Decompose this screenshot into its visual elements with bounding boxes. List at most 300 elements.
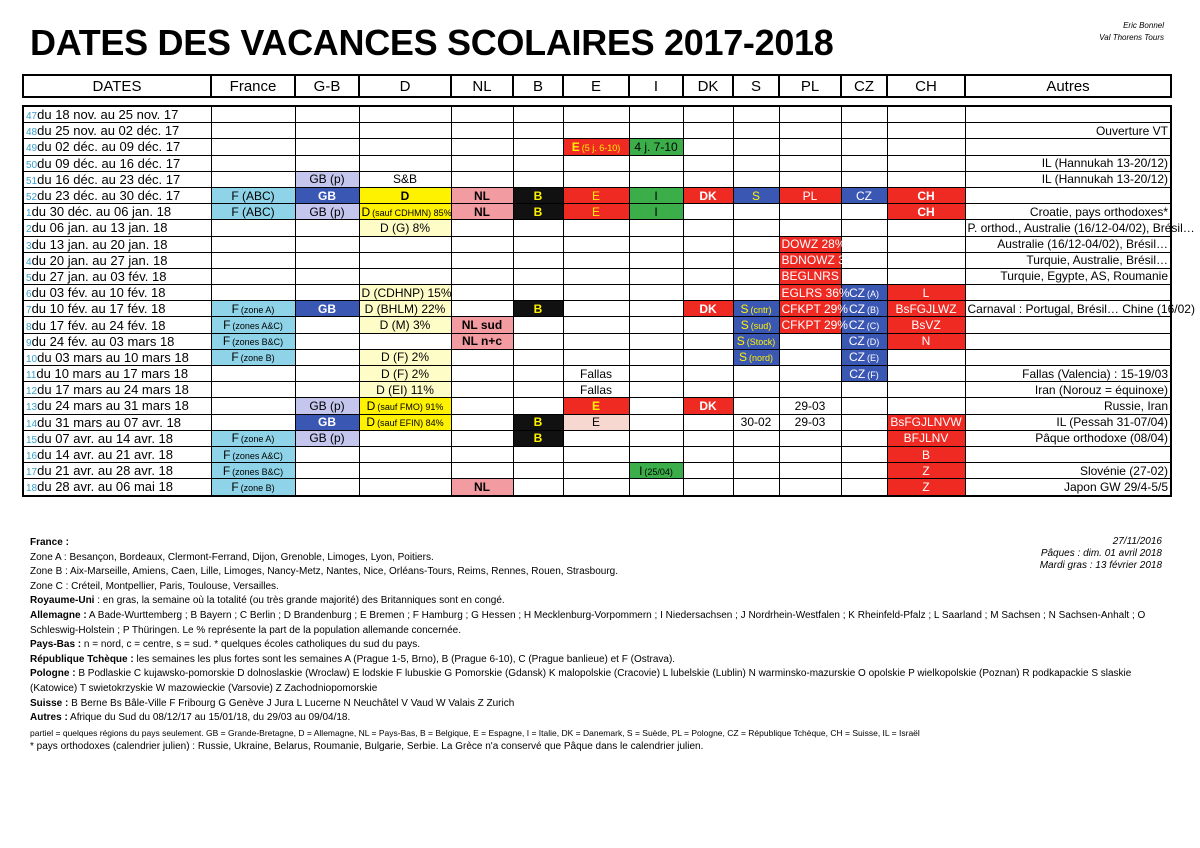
table-row (23, 333, 1171, 349)
week-number: 14 (26, 418, 38, 430)
spain-cell (563, 236, 629, 252)
france-cell (211, 171, 295, 187)
col-header: DATES (23, 75, 211, 97)
sweden-cell (733, 446, 779, 462)
switzerland-cell (887, 139, 965, 155)
others-cell (965, 463, 1171, 479)
others-cell (965, 430, 1171, 446)
others-value: Turquie, Australie, Brésil… (1026, 253, 1168, 268)
germany-cell (359, 171, 451, 187)
italy-cell (629, 204, 683, 220)
italy-value: I (654, 204, 658, 219)
switzerland-cell (887, 382, 965, 398)
poland-cell (779, 139, 841, 155)
others-value: IL (Hannukah 13-20/12) (1041, 172, 1168, 187)
france-cell (211, 463, 295, 479)
poland-cell (779, 479, 841, 496)
others-cell (965, 106, 1171, 123)
poland-cell (779, 285, 850, 301)
others-cell (965, 446, 1171, 462)
czech-cell (841, 317, 887, 333)
spain-value: E (591, 204, 600, 219)
poland-cell (779, 349, 841, 365)
col-header: CH (887, 75, 965, 97)
italy-cell (629, 382, 683, 398)
week-number: 3 (26, 240, 32, 252)
poland-value: CFKPT 29% (781, 301, 848, 316)
date-range: du 17 mars au 24 mars 18 (37, 382, 189, 398)
gb-cell (295, 317, 359, 333)
spain-value: E (591, 415, 600, 430)
note-nl-text: n = nord, c = centre, s = sud. * quelques écoles catholiques du sud du pays. (81, 639, 420, 651)
col-header: S (733, 75, 779, 97)
denmark-cell (683, 268, 733, 284)
note-others (30, 711, 1170, 726)
france-detail: (zones A&C) (232, 450, 283, 461)
poland-cell (779, 220, 841, 236)
czech-cell (841, 349, 887, 365)
table-row (23, 301, 1171, 317)
netherlands-value: NL (474, 204, 490, 219)
others-value: IL (Pessah 31-07/04) (1056, 415, 1168, 430)
germany-cell (359, 268, 451, 284)
spain-value: Fallas (579, 382, 612, 397)
sweden-value: S (738, 350, 747, 365)
czech-value: CZ (849, 301, 865, 316)
germany-cell (359, 479, 451, 496)
switzerland-value: BsFGJLNVW (890, 415, 962, 430)
france-cell (211, 349, 295, 365)
france-detail: (zone B) (240, 353, 275, 364)
france-cell (211, 106, 295, 123)
table-row (23, 171, 1171, 187)
germany-value: D (F) 2% (381, 366, 429, 381)
date-range: du 30 déc. au 06 jan. 18 (31, 204, 172, 220)
belgium-cell (513, 187, 563, 203)
table-row (23, 398, 1171, 414)
week-number: 15 (26, 434, 38, 446)
sweden-cell (733, 285, 779, 301)
netherlands-cell (451, 155, 513, 171)
spain-cell (563, 204, 629, 220)
others-cell (965, 414, 1171, 430)
belgium-cell (513, 123, 563, 139)
switzerland-cell (887, 333, 965, 349)
switzerland-value: Z (922, 479, 930, 494)
col-header: G-B (295, 75, 359, 97)
gb-cell (295, 430, 359, 446)
sweden-cell (733, 187, 779, 203)
gb-cell (295, 398, 359, 414)
week-number: 18 (26, 483, 38, 495)
date-range: du 07 avr. au 14 avr. 18 (37, 430, 174, 446)
gb-cell (295, 268, 359, 284)
gb-cell (295, 366, 359, 382)
poland-cell (779, 268, 867, 284)
others-cell (965, 220, 1195, 236)
spain-cell (563, 123, 629, 139)
poland-cell (779, 171, 841, 187)
czech-cell (841, 187, 887, 203)
date-range: du 17 fév. au 24 fév. 18 (31, 317, 166, 333)
italy-cell (629, 252, 683, 268)
date-cell (23, 301, 211, 317)
note-uk-label: Royaume-Uni (30, 595, 95, 607)
others-value: P. orthod., Australie (16/12-04/02), Brésil… (967, 220, 1195, 235)
france-cell (211, 446, 295, 462)
others-cell (965, 479, 1171, 496)
date-cell (23, 268, 211, 284)
note-poland (30, 667, 1170, 696)
belgium-cell (513, 106, 563, 123)
denmark-cell (683, 123, 733, 139)
czech-detail: (D) (866, 337, 880, 348)
czech-cell (841, 366, 887, 382)
netherlands-cell (451, 123, 513, 139)
netherlands-cell (451, 285, 513, 301)
date-cell (23, 479, 211, 496)
france-value: F (231, 350, 239, 365)
week-number: 1 (26, 208, 32, 220)
poland-value: CFKPT 29% (781, 318, 848, 333)
holiday-table (22, 105, 1195, 497)
table-row (23, 155, 1171, 171)
netherlands-cell (451, 139, 513, 155)
spain-cell (563, 106, 629, 123)
table-row (23, 236, 1171, 252)
switzerland-value: BsVZ (911, 318, 941, 333)
col-header: I (629, 75, 683, 97)
france-value: F (ABC) (231, 204, 275, 219)
netherlands-cell (451, 463, 513, 479)
netherlands-cell (451, 382, 513, 398)
italy-cell (629, 349, 683, 365)
note-czech (30, 653, 1170, 668)
gb-cell (295, 204, 359, 220)
date-range: du 24 fév. au 03 mars 18 (31, 333, 175, 349)
date-cell (23, 155, 211, 171)
col-header: France (211, 75, 295, 97)
netherlands-cell (451, 398, 513, 414)
col-header: DK (683, 75, 733, 97)
czech-cell (841, 414, 887, 430)
sweden-cell (733, 106, 779, 123)
spain-cell (563, 171, 629, 187)
week-number: 8 (26, 321, 32, 333)
france-value: F (223, 318, 231, 333)
date-range: du 10 fév. au 17 fév. 18 (31, 301, 166, 317)
gb-value: GB (p) (309, 398, 345, 413)
germany-cell (359, 187, 451, 203)
gb-value: GB (p) (309, 431, 345, 446)
poland-cell (779, 123, 841, 139)
denmark-cell (683, 333, 733, 349)
table-row (23, 463, 1171, 479)
date-range: du 03 mars au 10 mars 18 (37, 349, 189, 365)
netherlands-cell (451, 252, 513, 268)
table-row (23, 479, 1171, 496)
others-cell (965, 155, 1171, 171)
poland-value: 29-03 (794, 415, 826, 430)
note-cz-label: République Tchèque : (30, 653, 134, 665)
table-row (23, 139, 1171, 155)
table-row (23, 252, 1171, 268)
date-cell (23, 123, 211, 139)
note-zone-a: Zone A : Besançon, Bordeaux, Clermont-Ferrand, Dijon, Grenoble, Limoges, Lyon, Poitiers. (30, 551, 434, 563)
date-range: du 13 jan. au 20 jan. 18 (31, 236, 168, 252)
others-cell (965, 123, 1171, 139)
germany-cell (359, 398, 451, 414)
france-detail: (zone A) (240, 434, 275, 445)
spain-cell (563, 366, 629, 382)
week-number: 52 (26, 192, 38, 204)
czech-cell (841, 479, 887, 496)
spain-detail: (5 j. 6-10) (581, 142, 621, 153)
czech-value: CZ (849, 366, 866, 381)
poland-cell (779, 430, 841, 446)
poland-cell (779, 317, 848, 333)
italy-cell (629, 236, 683, 252)
others-cell (965, 317, 1171, 333)
sweden-cell (733, 414, 779, 430)
week-number: 17 (26, 467, 38, 479)
france-cell (211, 317, 295, 333)
sweden-cell (733, 479, 779, 496)
switzerland-cell (887, 252, 965, 268)
germany-cell (359, 236, 451, 252)
date-range: du 16 déc. au 23 déc. 17 (37, 171, 181, 187)
belgium-cell (513, 139, 563, 155)
sweden-detail: (nord) (749, 353, 774, 364)
week-number: 9 (26, 337, 32, 349)
gb-value: GB (318, 301, 336, 316)
others-cell (965, 301, 1195, 317)
spain-value: E (571, 139, 580, 154)
date-cell (23, 382, 211, 398)
col-header: E (563, 75, 629, 97)
france-cell (211, 301, 295, 317)
germany-cell (359, 414, 451, 430)
col-header: CZ (841, 75, 887, 97)
gb-value: GB (p) (309, 204, 345, 219)
netherlands-cell (451, 446, 513, 462)
sweden-cell (733, 430, 779, 446)
date-cell (23, 106, 211, 123)
poland-cell (779, 301, 848, 317)
week-number: 5 (26, 272, 32, 284)
denmark-cell (683, 366, 733, 382)
czech-cell (841, 155, 887, 171)
czech-detail: (B) (867, 304, 879, 315)
poland-cell (779, 204, 841, 220)
switzerland-cell (887, 479, 965, 496)
sweden-cell (733, 220, 779, 236)
date-cell (23, 236, 211, 252)
spain-value: E (591, 398, 600, 413)
italy-value: 4 j. 7-10 (634, 139, 678, 154)
belgium-cell (513, 317, 563, 333)
sweden-cell (733, 398, 779, 414)
sweden-cell (733, 123, 779, 139)
note-pl-text: B Podlaskie C kujawsko-pomorskie D dolnoslaskie (Wroclaw) E lodskie F lubuskie G Pomorskie (Gdansk) K malopolskie (Cracovie) L lubelskie (Lublin) N warminsko-mazurskie O opolskie P wielkopolskie (Poznan) R podkapackie S slaskie (Katowice) T swietokrzyskie W mazowieckie (Varsovie) Z Zachodniopomorskie (30, 668, 1132, 694)
week-number: 12 (26, 386, 38, 398)
others-value: Ouverture VT (1095, 123, 1168, 138)
netherlands-cell (451, 204, 513, 220)
poland-cell (779, 414, 841, 430)
switzerland-cell (887, 366, 965, 382)
others-value: Carnaval : Portugal, Brésil… Chine (16/02) (967, 301, 1195, 316)
sweden-cell (733, 204, 779, 220)
table-row (23, 366, 1171, 382)
note-others-text: Afrique du Sud du 08/12/17 au 15/01/18, du 29/03 au 09/04/18. (67, 712, 351, 724)
italy-cell (629, 268, 683, 284)
date-range: du 28 avr. au 06 mai 18 (37, 479, 173, 495)
switzerland-value: BFJLNV (903, 431, 949, 446)
gb-cell (295, 349, 359, 365)
france-value: F (231, 301, 239, 316)
germany-cell (359, 139, 451, 155)
others-value: Pâque orthodoxe (08/04) (1035, 431, 1168, 446)
sweden-cell (733, 236, 779, 252)
header-table (22, 74, 1172, 98)
italy-cell (629, 414, 683, 430)
germany-cell (359, 333, 451, 349)
others-cell (965, 285, 1171, 301)
germany-cell (359, 220, 451, 236)
sweden-value: S (751, 188, 760, 203)
others-cell (965, 236, 1171, 252)
denmark-cell (683, 479, 733, 496)
spain-value: Fallas (579, 366, 612, 381)
week-number: 48 (26, 127, 38, 139)
france-cell (211, 414, 295, 430)
note-zone-b: Zone B : Aix-Marseille, Amiens, Caen, Lille, Limoges, Nancy-Metz, Nantes, Nice, Orléans-Tours, Reims, Rennes, Rouen, Strasbourg. (30, 566, 619, 578)
week-number: 4 (26, 256, 32, 268)
france-value: F (ABC) (231, 188, 275, 203)
germany-cell (359, 366, 451, 382)
date-cell (23, 414, 211, 430)
poland-cell (779, 187, 841, 203)
belgium-cell (513, 382, 563, 398)
poland-cell (779, 463, 841, 479)
germany-cell (359, 463, 451, 479)
poland-value: BDNOWZ 35% (781, 253, 863, 268)
denmark-cell (683, 252, 733, 268)
netherlands-cell (451, 349, 513, 365)
spain-cell (563, 446, 629, 462)
gb-cell (295, 446, 359, 462)
author-block (1099, 20, 1164, 44)
switzerland-cell (887, 301, 965, 317)
france-cell (211, 366, 295, 382)
germany-cell (359, 204, 451, 220)
netherlands-cell (451, 366, 513, 382)
czech-detail: (C) (866, 321, 880, 332)
sweden-cell (733, 349, 779, 365)
france-detail: (zones A&C) (232, 321, 283, 332)
france-detail: (zones B&C) (232, 466, 284, 477)
spain-cell (563, 187, 629, 203)
denmark-cell (683, 446, 733, 462)
belgium-cell (513, 301, 563, 317)
france-detail: (zone A) (240, 304, 275, 315)
poland-cell (779, 398, 841, 414)
germany-cell (359, 155, 451, 171)
date-range: du 27 jan. au 03 fév. 18 (31, 268, 167, 284)
date-range: du 14 avr. au 21 avr. 18 (37, 447, 174, 463)
note-zone-c: Zone C : Créteil, Montpellier, Paris, Toulouse, Versailles. (30, 580, 279, 592)
belgium-cell (513, 220, 563, 236)
date-cell (23, 220, 211, 236)
col-header: D (359, 75, 451, 97)
czech-cell (841, 106, 887, 123)
switzerland-cell (887, 106, 965, 123)
note-germany-text: A Bade-Wurttemberg ; B Bayern ; C Berlin ; D Brandenburg ; E Bremen ; F Hamburg ; G Hessen ; H Mecklenburg-Vorpommern ; I Niedersachsen ; J Nordrhein-Westfalen ; K Rheinfeld-Pfalz ; L Saarland ; M Sachsen ; N Sachsen-Anhalt ; O Schleswig-Holstein ; P Thüringen. Le % représente la part de la population allemande concernée. (30, 609, 1146, 636)
poland-cell (779, 333, 841, 349)
week-number: 47 (26, 111, 38, 123)
others-cell (965, 139, 1171, 155)
gb-value: GB (p) (309, 172, 345, 187)
netherlands-value: NL sud (461, 318, 503, 333)
france-cell (211, 123, 295, 139)
switzerland-cell (887, 220, 965, 236)
gb-cell (295, 333, 359, 349)
italy-detail: (25/04) (644, 466, 673, 477)
netherlands-cell (451, 301, 513, 317)
belgium-cell (513, 236, 563, 252)
note-pl-label: Pologne : (30, 668, 76, 680)
netherlands-cell (451, 317, 513, 333)
week-number: 49 (26, 143, 38, 155)
sweden-cell (733, 139, 779, 155)
belgium-value: B (533, 415, 543, 430)
sweden-value: S (740, 318, 749, 333)
mardi-gras-date: Mardi gras : 13 février 2018 (1039, 560, 1162, 571)
date-range: du 18 nov. au 25 nov. 17 (37, 107, 179, 123)
france-value: F (231, 479, 239, 494)
italy-cell (629, 479, 683, 496)
note-uk-text: : en gras, la semaine où la totalité (ou très grande majorité) des Britanniques sont en congé. (94, 595, 505, 607)
germany-value: D (G) 8% (379, 220, 430, 235)
gb-value: GB (318, 415, 336, 430)
gb-cell (295, 301, 359, 317)
switzerland-value: B (921, 447, 930, 462)
denmark-cell (683, 204, 733, 220)
date-cell (23, 430, 211, 446)
poland-cell (779, 236, 846, 252)
spain-cell (563, 414, 629, 430)
czech-cell (841, 236, 887, 252)
denmark-cell (683, 236, 733, 252)
denmark-cell (683, 285, 733, 301)
week-number: 16 (26, 451, 38, 463)
poland-value: DOWZ 28% (781, 237, 846, 252)
france-cell (211, 268, 295, 284)
date-range: du 25 nov. au 02 déc. 17 (37, 123, 180, 139)
sweden-cell (733, 171, 779, 187)
czech-value: CZ (848, 318, 865, 333)
table-row (23, 414, 1171, 430)
denmark-cell (683, 398, 733, 414)
poland-value: 29-03 (794, 398, 826, 413)
date-range: du 02 déc. au 09 déc. 17 (37, 139, 181, 155)
note-france-label: France : (30, 537, 69, 548)
gb-cell (295, 463, 359, 479)
belgium-cell (513, 285, 563, 301)
netherlands-cell (451, 479, 513, 496)
gb-cell (295, 106, 359, 123)
table-row (23, 204, 1171, 220)
